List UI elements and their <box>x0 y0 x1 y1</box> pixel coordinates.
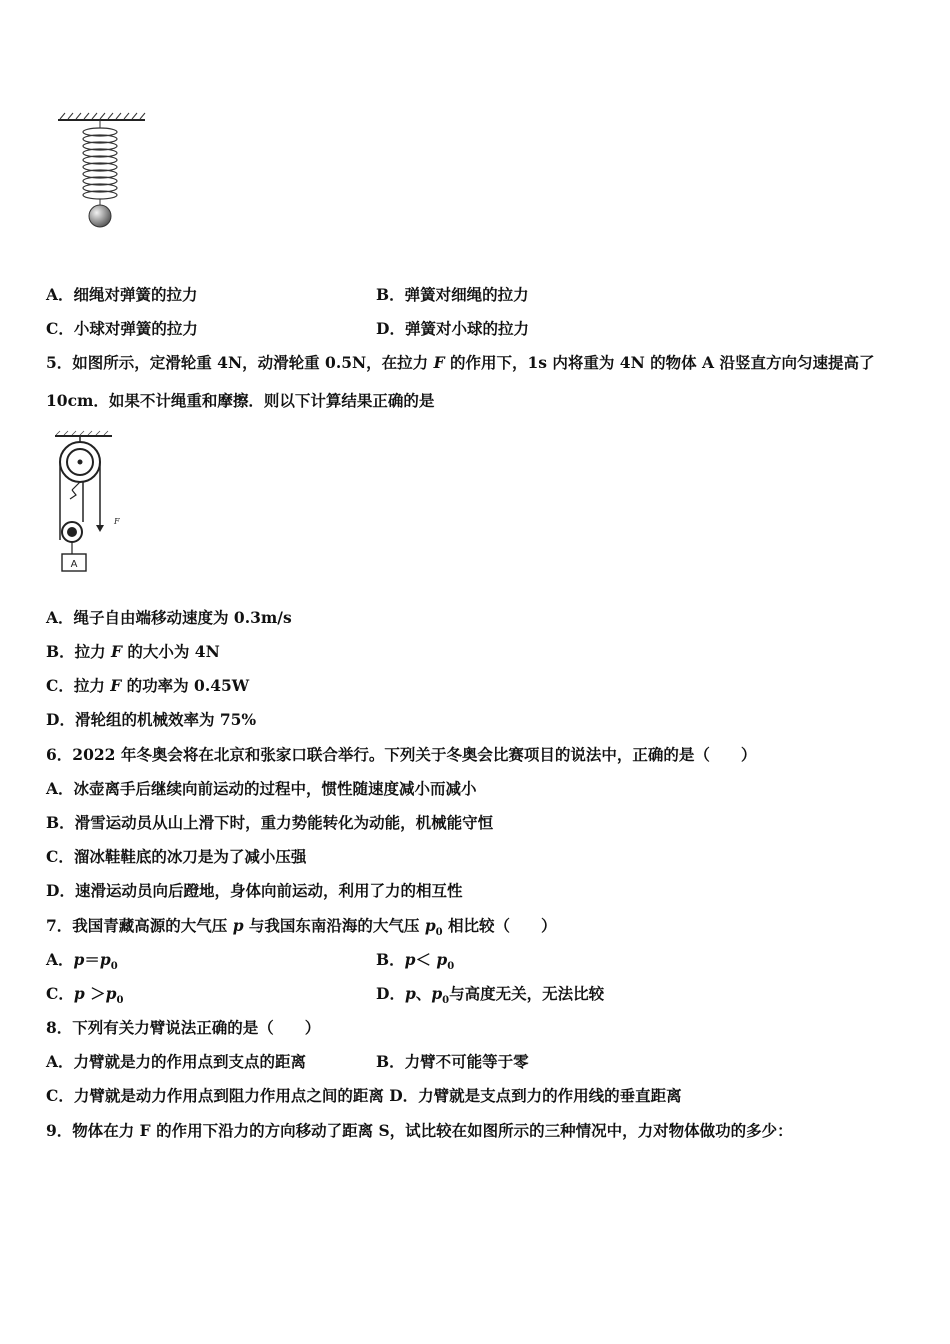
q4-option-c: C．小球对弹簧的拉力 <box>46 319 198 338</box>
q7-stem: 7．我国青藏高源的大气压 p 与我国东南沿海的大气压 $p_0$ 相比较（ ） <box>46 916 557 939</box>
q5-option-b: B．拉力 F 的大小为 4N <box>46 642 220 661</box>
q4-option-b: B．弹簧对细绳的拉力 <box>376 285 529 304</box>
q5-option-d: D．滑轮组的机械效率为 75% <box>46 710 257 729</box>
q7-option-d: D．p、$p_0$与高度无关，无法比较 <box>376 984 605 1007</box>
spring-ball-figure <box>55 112 150 232</box>
q8-option-a: A．力臂就是力的作用点到支点的距离 <box>46 1052 307 1071</box>
q6-option-a: A．冰壶离手后继续向前运动的过程中，惯性随速度减小而减小 <box>46 779 477 798</box>
pulley-system-figure <box>52 430 132 576</box>
q6-option-d: D．速滑运动员向后蹬地，身体向前运动，利用了力的相互性 <box>46 881 463 900</box>
q6-option-b: B．滑雪运动员从山上滑下时，重力势能转化为动能，机械能守恒 <box>46 813 494 832</box>
q5-option-c: C．拉力 F 的功率为 0.45W <box>46 676 250 695</box>
q5-stem-line1: 5．如图所示，定滑轮重 4N，动滑轮重 0.5N，在拉力 F 的作用下，1s 内将重为 4N 的物体 A 沿竖直方向匀速提高了 <box>46 353 875 372</box>
q8-option-cd: C．力臂就是动力作用点到阻力作用点之间的距离 D．力臂就是支点到力的作用线的垂直距离 <box>46 1086 682 1105</box>
q9-stem: 9．物体在力 F 的作用下沿力的方向移动了距离 S，试比较在如图所示的三种情况中，力对物体做功的多少： <box>46 1121 793 1140</box>
q8-option-b: B．力臂不可能等于零 <box>376 1052 529 1071</box>
q7-option-c: C．$p >p_0$ <box>46 984 124 1007</box>
force-f-label: F <box>114 517 120 526</box>
q4-option-d: D．弹簧对小球的拉力 <box>376 319 529 338</box>
q6-stem: 6．2022 年冬奥会将在北京和张家口联合举行。下列关于冬奥会比赛项目的说法中，正确的是（ ） <box>46 745 757 764</box>
q5-stem-line2: 10cm．如果不计绳重和摩擦．则以下计算结果正确的是 <box>46 391 435 410</box>
q7-option-a: A．$p=p_0$ <box>46 950 118 973</box>
block-a-label: A <box>70 559 78 570</box>
q5-option-a: A．绳子自由端移动速度为 0.3m/s <box>46 608 292 627</box>
q7-option-b: B．$p< p_0$ <box>376 950 455 973</box>
q6-option-c: C．溜冰鞋鞋底的冰刀是为了减小压强 <box>46 847 307 866</box>
q4-option-a: A．细绳对弹簧的拉力 <box>46 285 198 304</box>
q8-stem: 8．下列有关力臂说法正确的是（ ） <box>46 1018 321 1037</box>
